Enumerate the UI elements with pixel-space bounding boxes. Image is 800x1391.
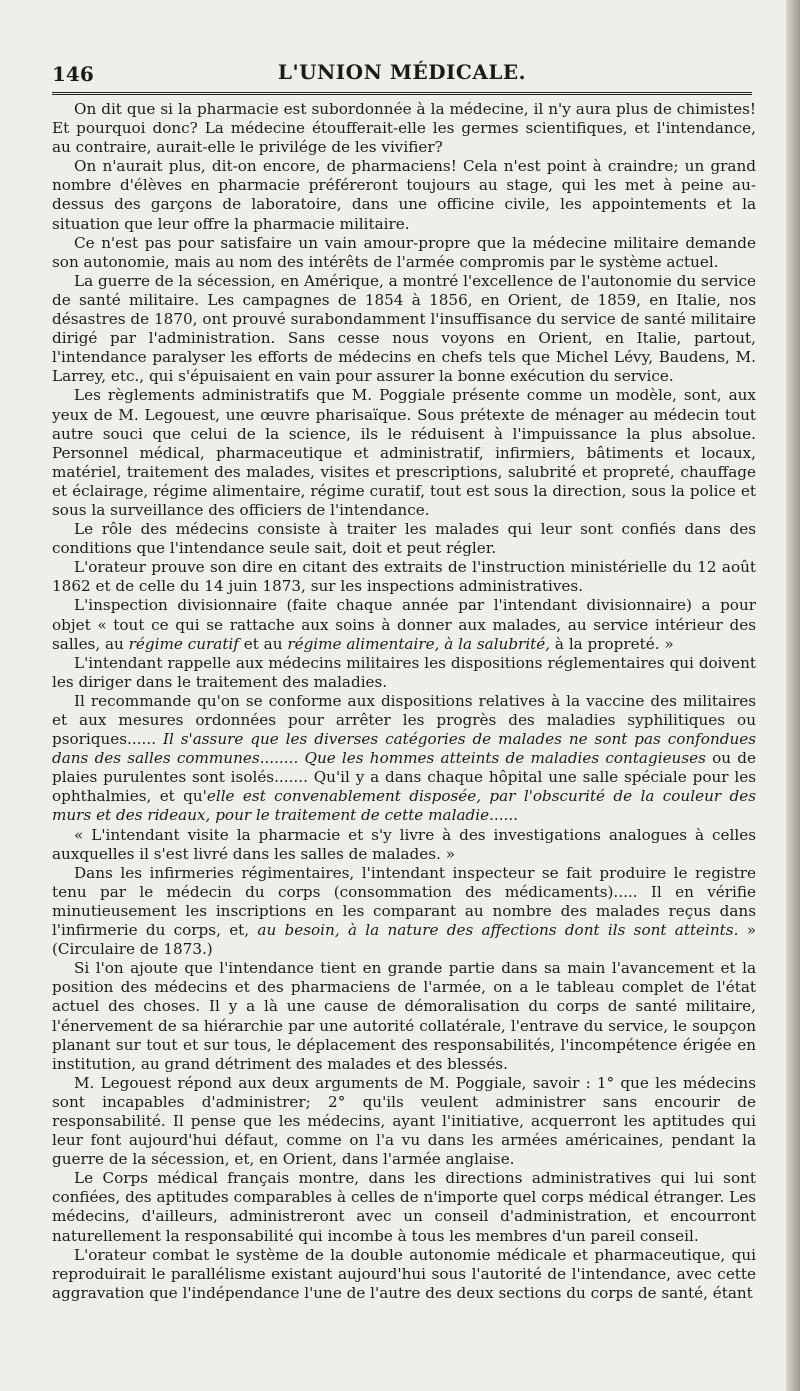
page-number: 146 — [52, 62, 94, 86]
body-text — [52, 100, 756, 1303]
paragraph: M. Legouest répond aux deux arguments de M. Poggiale, savoir : 1° que les médecins sont incapables d'administrer; 2° qu'ils veulent administrer sans encourir de responsabilité. Il pense que les médecins, ayant l'initiative, acquerront les aptitudes qui leur font aujourd'hui défaut, comme on l'a vu dans les armées américaines, pendant la guerre de la sécession, et, en Orient, dans l'armée anglaise. — [52, 1073, 756, 1169]
paragraph: On n'aurait plus, dit-on encore, de pharmaciens! Cela n'est point à craindre; un grand nombre d'élèves en pharmacie préféreront toujours au stage, qui les met à peine au-dessus des garçons de laboratoire, dans une officine civile, les appointements et la situation que leur offre la pharmacie militaire. — [52, 157, 756, 233]
paragraph: L'orateur prouve son dire en citant des extraits de l'instruction ministérielle du 12 août 1862 et de celle du 14 juin 1873, sur les inspections administratives. — [52, 558, 756, 596]
paragraph: L'intendant rappelle aux médecins militaires les dispositions réglementaires qui doivent les diriger dans le traitement des maladies. — [52, 653, 756, 691]
paragraph: La guerre de la sécession, en Amérique, a montré l'excellence de l'autonomie du service de santé militaire. Les campagnes de 1854 à 1856, en Orient, de 1859, en Italie, nos désastres de 1870, ont prouvé surabondamment l'insuffisance du service de santé militaire dirigé par l'administration. Sans cesse nous voyons en Orient, en Italie, partout, l'intendance paralyser les efforts de médecins en chefs tels que Michel Lévy, Baudens, M. Larrey, etc., qui s'épuisaient en vain pour assurer la bonne exécution du service. — [52, 271, 756, 386]
running-title: L'UNION MÉDICALE. — [277, 60, 527, 84]
italic-phrase: elle est convenablement disposée, par l'obscurité de la couleur des murs et des rideaux, pour le traitement de cette maladie...... — [52, 787, 756, 825]
paragraph: L'orateur combat le système de la double autonomie médicale et pharmaceutique, qui reproduirait le parallélisme existant aujourd'hui sous l'autorité de l'intendance, avec cette aggravation que l'indépendance l'une de l'autre des deux sections du corps de santé, étant — [52, 1245, 756, 1302]
paragraph: « L'intendant visite la pharmacie et s'y livre à des investigations analogues à celles auxquelles il s'est livré dans les salles de malades. » — [52, 825, 756, 863]
paragraph: Ce n'est pas pour satisfaire un vain amour-propre que la médecine militaire demande son autonomie, mais au nom des intérêts de l'armée compromis par le système actuel. — [52, 233, 756, 271]
italic-phrase: régime curatif — [128, 634, 239, 653]
italic-phrase: Il s'assure que les diverses catégories de malades ne sont pas confondues dans des salles communes........ Que les hommes atteints de maladies contagieuses — [52, 730, 757, 768]
italic-phrase: régime alimentaire, à la salubrité, — [287, 634, 551, 653]
header-rule — [52, 92, 752, 95]
paragraph: Le Corps médical français montre, dans les directions administratives qui lui sont confiées, des aptitudes comparables à celles de n'importe quel corps médical étranger. Les médecins, d'ailleurs, administreront avec un conseil d'administration, et encourront naturellement la responsabilité qui incombe à tous les membres d'un pareil conseil. — [52, 1169, 756, 1245]
paragraph: Le rôle des médecins consiste à traiter les malades qui leur sont confiés dans des conditions que l'intendance seule sait, doit et peut régler. — [52, 520, 756, 558]
page-header — [50, 58, 754, 90]
paragraph: On dit que si la pharmacie est subordonnée à la médecine, il n'y aura plus de chimistes! Et pourquoi donc? La médecine étoufferait-elle les germes scientifiques, et l'intendance, au contraire, aurait-elle le privilége de les vivifier? — [52, 100, 756, 157]
paragraph: Il recommande qu'on se conforme aux dispositions relatives à la vaccine des militaires et aux mesures ordonnées pour arrêter les progrès des maladies syphilitiques ou psoriques...... Il s'assure que les diverses catégories de malades ne sont pas confondues dans des salles communes........ Que les hommes atteints de maladies contagieuses ou de plaies purulentes sont isolés....... Qu'il y a dans chaque hôpital une salle spéciale pour les ophthalmies, et qu'elle est convenablement disposée, par l'obscurité de la couleur des murs et des rideaux, pour le traitement de cette maladie...... — [52, 691, 757, 825]
paragraph: Si l'on ajoute que l'intendance tient en grande partie dans sa main l'avancement et la position des médecins et des pharmaciens de l'armée, on a le tableau complet de l'état actuel des choses. Il y a là une cause de démoralisation du corps de santé militaire, l'énervement de sa hiérarchie par une autorité collatérale, l'entrave du service, le soupçon planant sur tout et sur tous, le déplacement des responsabilités, l'incompétence érigée en institution, au grand détriment des malades et des blessés. — [52, 959, 756, 1073]
italic-phrase: au besoin, à la nature des affections dont ils sont atteints. — [257, 921, 739, 940]
paragraph: Dans les infirmeries régimentaires, l'intendant inspecteur se fait produire le registre tenu par le médecin du corps (consommation des médicaments)..... Il en vérifie minutieusement les inscriptions en les comparant au nombre des malades reçus dans l'infirmerie du corps, et, au besoin, à la nature des affections dont ils sont atteints. » (Circulaire de 1873.) — [52, 863, 756, 959]
paragraph: L'inspection divisionnaire (faite chaque année par l'intendant divisionnaire) a pour objet « tout ce qui se rattache aux soins à donner aux malades, au service intérieur des salles, au régime curatif et au régime alimentaire, à la salubrité, à la propreté. » — [52, 596, 756, 653]
page-edge-shadow — [786, 0, 800, 1391]
paragraph: Les règlements administratifs que M. Poggiale présente comme un modèle, sont, aux yeux de M. Legouest, une œuvre pharisaïque. Sous prétexte de ménager au médecin tout autre souci que celui de la science, ils le réduisent à l'impuissance la plus absolue. Personnel médical, pharmaceutique et administratif, infirmiers, bâtiments et locaux, matériel, traitement des malades, visites et prescriptions, salubrité et propreté, chauffage et éclairage, régime alimentaire, régime curatif, tout est sous la direction, sous la police et sous la surveillance des officiers de l'intendance. — [52, 386, 756, 519]
